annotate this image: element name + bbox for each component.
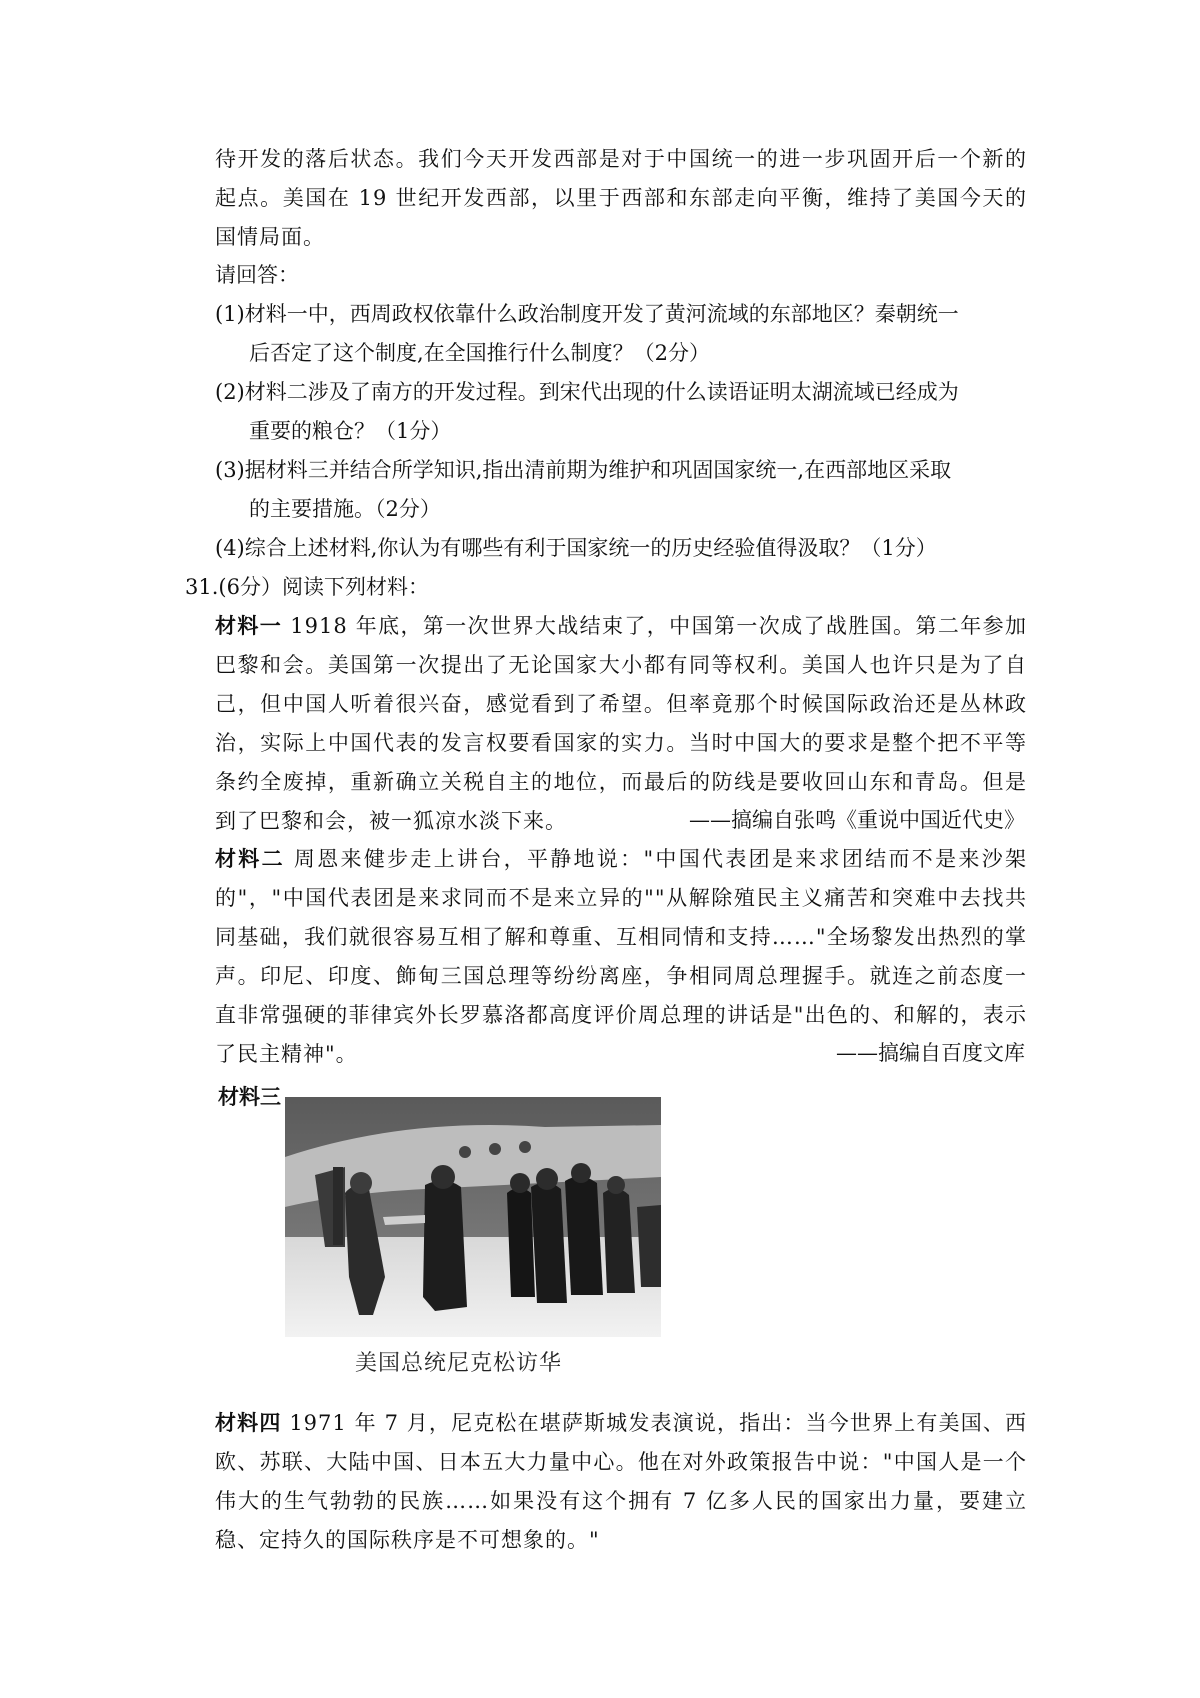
nixon-visit-photo xyxy=(285,1097,661,1337)
material-1-source: ——搞编自张鸣《重说中国近代史》 xyxy=(689,808,1025,832)
answer-prompt: 请回答： xyxy=(215,263,299,287)
question-1-line2: 后否定了这个制度,在全国推行什么制度？（2分） xyxy=(249,341,711,365)
question-1-line1: (1)材料一中，西周政权依靠什么政治制度开发了黄河流域的东部地区？秦朝统一 xyxy=(215,302,959,326)
material-3-label: 材料三 xyxy=(218,1085,281,1109)
question-2-line1: (2)材料二涉及了南方的开发过程。到宋代出现的什么读语证明太湖流域已经成为 xyxy=(215,380,959,404)
question-1 xyxy=(215,295,1027,373)
question-4-line1: (4)综合上述材料,你认为有哪些有利于国家统一的历史经验值得汲取？（1分） xyxy=(215,536,937,560)
material-1-text: 1918 年底，第一次世界大战结束了，中国第一次成了战胜国。第二年参加巴黎和会。美国第一次提出了无论国家大小都有同等权利。美国人也许只是为了自己，但中国人听着很兴奋，感觉看到了希望。但率竟那个时候国际政治还是丛林政治，实际上中国代表的发言权要看国家的实力。当时中国大的要求是整个把不平等条约全废掉，重新确立关税自主的地位，而最后的防线是要收回山东和青岛。但是到了巴黎和会，被一狐凉水淡下来。 xyxy=(215,614,1028,833)
question-3 xyxy=(215,451,1027,529)
material-4-label: 材料四 xyxy=(215,1411,282,1435)
material-4 xyxy=(215,1404,1027,1560)
question-3-line1: (3)据材料三并结合所学知识,指出清前期为维护和巩固国家统一,在西部地区采取 xyxy=(215,458,952,482)
question-2-line2: 重要的粮仓？（1分） xyxy=(249,419,452,443)
photo-caption: 美国总统尼克松访华 xyxy=(355,1351,563,1376)
material-4-text: 1971 年 7 月，尼克松在堪萨斯城发表演说，指出：当今世界上有美国、西欧、苏联、大陆中国、日本五大力量中心。他在对外政策报告中说："中国人是一个伟大的生气勃勃的民族……如果没有这个拥有 7 亿多人民的国家出力量，要建立稳、定持久的国际秩序是不可想象的。" xyxy=(215,1411,1028,1552)
material-2-source: ——搞编自百度文库 xyxy=(836,1041,1025,1065)
material-1-label: 材料一 xyxy=(215,614,283,638)
question-31-header: 31.(6分）阅读下列材料： xyxy=(185,575,429,599)
intro-paragraph: 待开发的落后状态。我们今天开发西部是对于中国统一的进一步巩固开后一个新的起点。美国在 19 世纪开发西部，以里于西部和东部走向平衡，维持了美国今天的国情局面。 xyxy=(215,147,1027,249)
question-3-line2: 的主要措施。（2分） xyxy=(249,497,441,521)
material-2-text: 周恩来健步走上讲台，平静地说："中国代表团是来求团结而不是来沙架的"，"中国代表团是来求同而不是来立异的""从解除殖民主义痛苦和突难中去找共同基础，我们就很容易互相了解和尊重、互相同情和支持……"全场黎发出热烈的掌声。印尼、印度、飾甸三国总理等纷纷离座，争相同周总理握手。就连之前态度一直非常强硬的菲律宾外长罗慕洛都高度评价周总理的讲话是"出色的、和解的，表示了民主精神"。 xyxy=(215,847,1027,1066)
question-4 xyxy=(215,529,1027,568)
material-2-label: 材料二 xyxy=(215,847,285,871)
question-2 xyxy=(215,373,1027,451)
